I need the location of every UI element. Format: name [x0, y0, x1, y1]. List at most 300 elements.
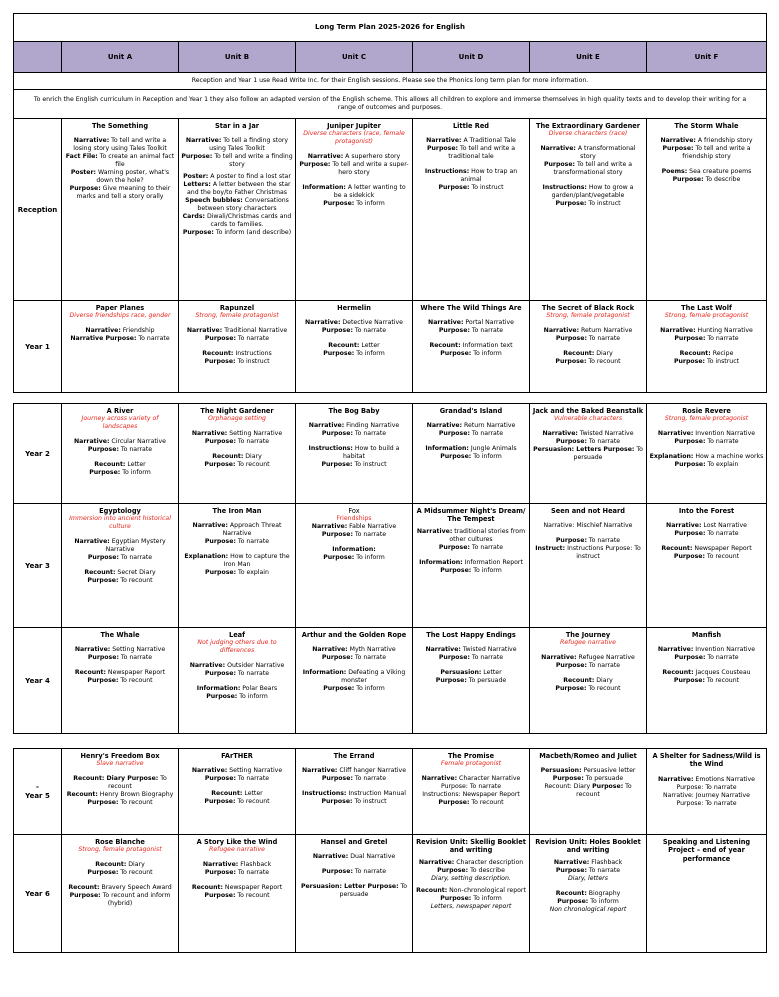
- value: To recount: [235, 798, 270, 806]
- label: Purpose:: [543, 161, 575, 169]
- label: Information:: [425, 445, 469, 453]
- cell-y6-f: [647, 835, 767, 953]
- text-types: Non chronological report: [549, 905, 627, 913]
- value: Secret Diary: [115, 569, 156, 577]
- cell-y4-a: [62, 628, 179, 734]
- cell-y5-b: [179, 749, 296, 835]
- unit-header-row: [14, 42, 767, 73]
- value: Circular Narrative: [109, 438, 166, 446]
- label: Poems:: [661, 168, 688, 176]
- value: To narrate: [352, 531, 387, 539]
- value: Instructions: [233, 350, 272, 358]
- label: Purpose:: [440, 350, 472, 358]
- value: Detective Narrative: [340, 319, 403, 327]
- label: Recount:: [416, 886, 448, 894]
- text-title: Fox: [348, 507, 360, 515]
- text-title: Henry's Freedom Box: [80, 752, 160, 760]
- value: To instruct: [235, 358, 270, 366]
- label: Purpose:: [181, 153, 213, 161]
- label: Narrative:: [553, 858, 590, 866]
- value: To create an animal fact file: [97, 153, 175, 169]
- diversity-note: Orphanage setting: [208, 415, 266, 423]
- cell-y4-d: [413, 628, 530, 734]
- value: To narrate: [118, 654, 153, 662]
- line-1: [64, 137, 176, 153]
- label: Purpose:: [204, 775, 236, 783]
- value: Finding Narrative: [344, 422, 400, 430]
- text-title: Paper Planes: [95, 304, 145, 312]
- value: To inform: [588, 897, 619, 905]
- diversity-note: Strong, female protagonist: [78, 846, 162, 854]
- value: Lost Narrative: [701, 522, 747, 530]
- diversity-note: Diverse characters (race): [548, 130, 628, 138]
- label: Purpose:: [299, 161, 331, 169]
- value: To instruct: [352, 461, 387, 469]
- value: To narrate: [118, 554, 153, 562]
- value: To describe: [703, 176, 741, 184]
- year-label: Reception: [14, 119, 62, 301]
- value: Diwali/Christmas cards and cards to families.: [204, 212, 292, 228]
- value: Jungle Animals: [468, 445, 517, 453]
- label: Persuasion: Letter Purpose:: [300, 883, 399, 891]
- value: To inform: [471, 894, 502, 902]
- label: Narrative:: [186, 327, 223, 335]
- label: Purpose:: [321, 798, 353, 806]
- text-title: Hansel and Gretel: [320, 838, 388, 846]
- line-4: [64, 185, 176, 201]
- value: To tell and write a traditional tale: [448, 145, 516, 161]
- label: Recount:: [328, 342, 360, 350]
- text-title: The Night Gardener: [200, 407, 274, 415]
- text-line: Narrative: Mischief Narrative: [543, 522, 633, 530]
- text-title: The Lost Happy Endings: [426, 631, 516, 639]
- text-title: Revision Unit: Skellig Booklet and writing: [416, 838, 526, 855]
- label: Recount: Diary Purpose:: [73, 775, 159, 783]
- value: Return Narrative: [462, 422, 516, 430]
- value: To narrate: [469, 327, 504, 335]
- value: Twisted Narrative: [577, 430, 634, 438]
- diversity-note: Diverse characters (race, female protagonist): [303, 130, 405, 146]
- cell-y2-e: [530, 404, 647, 504]
- value: To narrate: [352, 430, 387, 438]
- value: Portal Narrative: [463, 319, 514, 327]
- value: Diary: [126, 861, 145, 869]
- value: To recount: [704, 677, 740, 685]
- diversity-note: Friendships: [336, 515, 372, 523]
- value: To instruct: [705, 358, 740, 366]
- label: Purpose:: [674, 461, 706, 469]
- label: Information:: [302, 669, 347, 677]
- label: Poster:: [70, 169, 96, 177]
- label: Narrative:: [426, 422, 463, 430]
- label: Explanation:: [184, 553, 229, 561]
- value: Letter: [242, 790, 263, 798]
- value: How to build a habitat: [342, 445, 400, 461]
- label: Purpose:: [204, 438, 236, 446]
- text-line: Purpose: To narrate: [676, 783, 737, 791]
- label: Recount:: [679, 350, 711, 358]
- cell-reception-c: [296, 119, 413, 301]
- text-title: Speaking and Listening Project – end of year performance: [662, 838, 751, 863]
- text-title: The Iron Man: [212, 507, 262, 515]
- value: Instruction Manual: [346, 790, 406, 798]
- label: Recount:: [68, 884, 100, 892]
- value: A letter between the star and the boy/to Father Christmas: [186, 181, 291, 197]
- label: Purpose:: [555, 866, 587, 874]
- label: Purpose:: [204, 335, 236, 343]
- value: Approach Threat Narrative: [222, 522, 282, 538]
- cell-y5-c: [296, 749, 413, 835]
- label: Narrative:: [657, 430, 694, 438]
- label: Narrative:: [74, 646, 111, 654]
- value: To persuade: [339, 883, 408, 899]
- value: To inform: [471, 566, 502, 574]
- value: To narrate: [235, 335, 270, 343]
- value: Polar Bears: [240, 685, 278, 693]
- label: Narrative:: [416, 527, 453, 535]
- label: Recount:: [74, 669, 106, 677]
- cell-y2-d: [413, 404, 530, 504]
- value: To recount: [235, 892, 270, 900]
- text-line: Instructions: Newspaper Report: [422, 791, 520, 799]
- label: Narrative:: [192, 522, 228, 530]
- value: Friendship: [120, 327, 155, 335]
- unit-a-header: Unit A: [62, 42, 179, 73]
- cell-y3-a: [62, 504, 179, 628]
- value: To narrate: [705, 335, 739, 343]
- diversity-note: Refugee narrative: [560, 639, 616, 647]
- text-types: Diary, letters: [568, 874, 608, 882]
- cell-y1-c: [296, 301, 413, 393]
- value: Bravery Speech Award: [99, 884, 172, 892]
- label: Purpose:: [438, 430, 470, 438]
- value: To tell a finding story using Tales Toolkit: [209, 137, 289, 153]
- year-mark: -: [36, 783, 39, 792]
- text-title: Into the Forest: [678, 507, 735, 515]
- label: Purpose:: [555, 358, 587, 366]
- value: Newspaper Report: [105, 669, 166, 677]
- label: Instruct:: [535, 545, 566, 553]
- value: How to capture the Iron Man: [223, 553, 290, 569]
- label: Purpose:: [182, 228, 214, 236]
- label: Purpose:: [323, 554, 355, 562]
- label: Purpose:: [555, 200, 587, 207]
- label: Purpose:: [323, 350, 355, 358]
- value: Newspaper Report: [692, 545, 752, 553]
- label: Instructions:: [424, 168, 470, 176]
- value: Letter: [125, 461, 146, 469]
- unit-d-header: Unit D: [413, 42, 530, 73]
- year-label: Year 1: [14, 301, 62, 393]
- text-title: Juniper Jupiter: [327, 122, 381, 130]
- text-title: The Last Wolf: [681, 304, 732, 312]
- diversity-note: Not judging others due to differences: [197, 639, 277, 655]
- label: Purpose:: [672, 176, 704, 184]
- value: Character description: [454, 858, 524, 866]
- label: Instructions:: [308, 445, 353, 453]
- cell-y4-c: [296, 628, 413, 734]
- label: Purpose:: [87, 446, 119, 454]
- label: Persuasion:: [540, 767, 582, 775]
- label: Recount:: [191, 884, 223, 892]
- cell-y4-b: [179, 628, 296, 734]
- label: Purpose:: [555, 438, 587, 446]
- label: Purpose:: [440, 453, 472, 461]
- label: Narrative:: [666, 522, 702, 530]
- diversity-note: Diverse friendships race, gender: [69, 312, 171, 320]
- label: Recount:: [563, 350, 595, 358]
- value: Egyptian Mystery Narrative: [105, 538, 166, 554]
- cell-reception-f: [647, 119, 767, 301]
- label: Purpose:: [438, 327, 470, 335]
- label: Purpose:: [87, 799, 119, 807]
- label: Purpose:: [673, 358, 705, 366]
- label: Purpose:: [87, 577, 119, 585]
- label: Purpose:: [321, 461, 353, 469]
- cell-y2-f: [647, 404, 767, 504]
- value: Refugee Narrative: [576, 654, 635, 662]
- value: To inform: [120, 469, 151, 477]
- text-types: Letters, newspaper report: [430, 902, 512, 910]
- label: Purpose:: [321, 654, 353, 662]
- year-label: Year 3: [14, 504, 62, 628]
- value: Information Report: [462, 558, 523, 566]
- year-text: Year 5: [25, 792, 50, 800]
- value: Invention Narrative: [693, 430, 756, 438]
- cell-y4-e: [530, 628, 647, 734]
- label: Narrative:: [660, 327, 696, 335]
- cell-y3-d: [413, 504, 530, 628]
- label: Recount:: [211, 790, 243, 798]
- label: Recount:: [429, 342, 461, 350]
- label: Purpose:: [674, 530, 706, 538]
- label: Purpose:: [438, 799, 470, 807]
- value: To recount: [118, 677, 153, 685]
- label: Narrative:: [189, 662, 226, 670]
- unit-b-header: Unit B: [179, 42, 296, 73]
- text-title: Macbeth/Romeo and Juliet: [539, 752, 637, 760]
- value: Fable Narrative: [347, 523, 397, 531]
- label: Purpose:: [426, 145, 458, 153]
- label: Purpose:: [87, 677, 119, 685]
- text-title: The Journey: [565, 631, 611, 639]
- cell-y1-d: [413, 301, 530, 393]
- cell-y1-b: [179, 301, 296, 393]
- diversity-note: Refugee narrative: [209, 846, 265, 854]
- diversity-note: Immersion into ancient historical culture: [69, 515, 171, 531]
- value: To inform: [471, 350, 502, 358]
- cell-y5-e: [530, 749, 647, 835]
- text-title: Egyptology: [99, 507, 141, 515]
- label: Narrative:: [428, 319, 464, 327]
- text-title: The Extraordinary Gardener: [535, 122, 641, 130]
- label: Persuasion: Letters Purpose:: [533, 446, 635, 454]
- value: To persuade: [573, 446, 643, 462]
- cell-reception-b: [179, 119, 296, 301]
- label: Purpose:: [592, 783, 624, 791]
- value: To tell and write a finding story: [212, 153, 293, 169]
- year-label: Year 2: [14, 404, 62, 504]
- label: Narrative:: [312, 646, 348, 654]
- label: Purpose:: [204, 869, 236, 877]
- value: To inform: [237, 693, 268, 701]
- value: To tell and write a transformational story: [553, 161, 633, 177]
- label: Purpose:: [204, 461, 236, 469]
- text-title: Leaf: [229, 631, 245, 639]
- label: Narrative:: [305, 319, 341, 327]
- value: To recount: [108, 775, 167, 791]
- prefix: Recount: Diary: [544, 783, 593, 791]
- label: Persuasion:: [440, 669, 482, 677]
- diversity-note: Vulnerable characters: [553, 415, 623, 423]
- label: Purpose:: [555, 537, 587, 545]
- label: Purpose:: [440, 894, 472, 902]
- cell-y3-b: [179, 504, 296, 628]
- text-title: A Midsummer Night's Dream/ The Tempest: [416, 507, 526, 524]
- cell-y3-e: [530, 504, 647, 628]
- value: Flashback: [238, 861, 272, 869]
- label: Purpose:: [204, 358, 236, 366]
- value: Dual Narrative: [348, 853, 396, 861]
- label: Recount:: [555, 889, 587, 897]
- year-6-row: [14, 835, 767, 953]
- value: To inform: [471, 453, 502, 461]
- text-title: The Something: [91, 122, 149, 130]
- label: Purpose:: [69, 185, 101, 193]
- label: Speech bubbles:: [185, 197, 243, 204]
- label: Fact File:: [65, 153, 98, 161]
- cell-y6-a: [62, 835, 179, 953]
- cell-y2-a: [62, 404, 179, 504]
- plan-table: [13, 13, 767, 953]
- value: Information text: [460, 342, 513, 350]
- label: Narrative:: [202, 861, 239, 869]
- text-line: Purpose: To narrate: [676, 799, 737, 807]
- value: Defeating a Viking monster: [341, 669, 406, 685]
- value: Invention Narrative: [693, 646, 756, 654]
- enrichment-note: To enrich the English curriculum in Reception and Year 1 they also follow an adapted version of the English scheme. This allows all children to explore and immerse themselves in high quality texts and to develop their writing for a range of outcomes and purposes.: [14, 90, 767, 119]
- value: A Traditional Tale: [461, 137, 516, 145]
- value: Setting Narrative: [227, 430, 283, 438]
- value: To narrate: [118, 446, 153, 454]
- cell-y2-c: [296, 404, 413, 504]
- label: Purpose:: [323, 685, 355, 693]
- value: Jacques Cousteau: [693, 669, 751, 677]
- label: Purpose:: [438, 184, 470, 192]
- cell-y6-b: [179, 835, 296, 953]
- label: Purpose:: [321, 531, 353, 539]
- label: Purpose:: [321, 775, 353, 783]
- label: Purpose:: [321, 868, 353, 876]
- value: A superhero story: [343, 153, 401, 161]
- cell-reception-a: [62, 119, 179, 301]
- value: To narrate: [586, 438, 621, 446]
- value: A letter wanting to be a sidekick: [333, 184, 406, 200]
- value: How to grow a garden/plant/vegetable: [551, 184, 634, 200]
- value: To inform: [354, 554, 385, 562]
- unit-f-header: Unit F: [647, 42, 767, 73]
- diversity-note: Female protagonist: [440, 760, 502, 768]
- diversity-note: Strong, female protagonist: [664, 312, 749, 320]
- label: Recount:: [84, 569, 116, 577]
- value: Traditional Narrative: [222, 327, 288, 335]
- label: Purpose:: [673, 553, 705, 561]
- value: To explain: [236, 569, 269, 577]
- text-title: Little Red: [452, 122, 490, 130]
- label: Narrative:: [425, 646, 461, 654]
- value: A transformational story: [575, 145, 636, 161]
- label: Narrative:: [191, 430, 228, 438]
- value: Instructions Purpose: To instruct: [565, 545, 641, 561]
- year-label: Year 6: [14, 835, 62, 953]
- cell-y5-f: [647, 749, 767, 835]
- value: To narrate: [586, 335, 621, 343]
- line-3: [64, 169, 176, 185]
- value: Myth Narrative: [347, 646, 396, 654]
- value: To instruct: [469, 184, 504, 192]
- cell-y1-e: [530, 301, 647, 393]
- value: Diary: [243, 453, 262, 461]
- value: To narrate: [136, 335, 170, 343]
- value: To narrate: [352, 868, 387, 876]
- value: To instruct: [586, 200, 621, 207]
- diversity-note: Journey across variety of landscapes: [81, 415, 159, 431]
- value: To tell and write a friendship story: [682, 145, 751, 161]
- text-title: Manfish: [691, 631, 722, 639]
- label: Narrative:: [426, 137, 462, 145]
- label: Purpose:: [437, 866, 469, 874]
- label: Narrative:: [658, 775, 694, 783]
- label: Recount:: [661, 545, 693, 553]
- label: Narrative:: [540, 145, 576, 153]
- cell-y2-b: [179, 404, 296, 504]
- value: To inform: [354, 200, 385, 207]
- label: Narrative Purpose:: [70, 335, 137, 343]
- label: Narrative:: [543, 327, 580, 335]
- label: Purpose:: [204, 798, 236, 806]
- text-title: Rapunzel: [219, 304, 255, 312]
- value: To explain: [705, 461, 739, 469]
- cell-y3-f: [647, 504, 767, 628]
- label: Explanation:: [649, 453, 694, 461]
- value: To tell and write a super-hero story: [330, 161, 409, 177]
- diversity-note: Strong, female protagonist: [195, 312, 279, 320]
- value: To narrate: [352, 654, 387, 662]
- value: Give meaning to their marks and tell a story orally: [76, 185, 171, 200]
- label: Narrative:: [418, 858, 455, 866]
- year-3-row: [14, 504, 767, 628]
- label: Information:: [196, 685, 241, 693]
- value: To narrate: [705, 530, 739, 538]
- label: Purpose:: [321, 327, 353, 335]
- text-title: The Bog Baby: [328, 407, 380, 415]
- label: Narrative:: [185, 137, 222, 145]
- value: Return Narrative: [579, 327, 633, 335]
- value: How a machine works: [693, 453, 764, 461]
- diversity-note: Slave narrative: [96, 760, 144, 768]
- text-title: Star in a Jar: [214, 122, 260, 130]
- cell-y4-f: [647, 628, 767, 734]
- label: Narrative:: [308, 422, 345, 430]
- label: Purpose:: [674, 335, 706, 343]
- label: Purpose:: [321, 430, 353, 438]
- value: To narrate: [586, 866, 621, 874]
- label: Purpose:: [69, 892, 101, 900]
- value: To narrate: [586, 537, 621, 545]
- value: To recount: [586, 358, 621, 366]
- label: Cards:: [182, 212, 205, 220]
- label: Purpose:: [673, 677, 705, 685]
